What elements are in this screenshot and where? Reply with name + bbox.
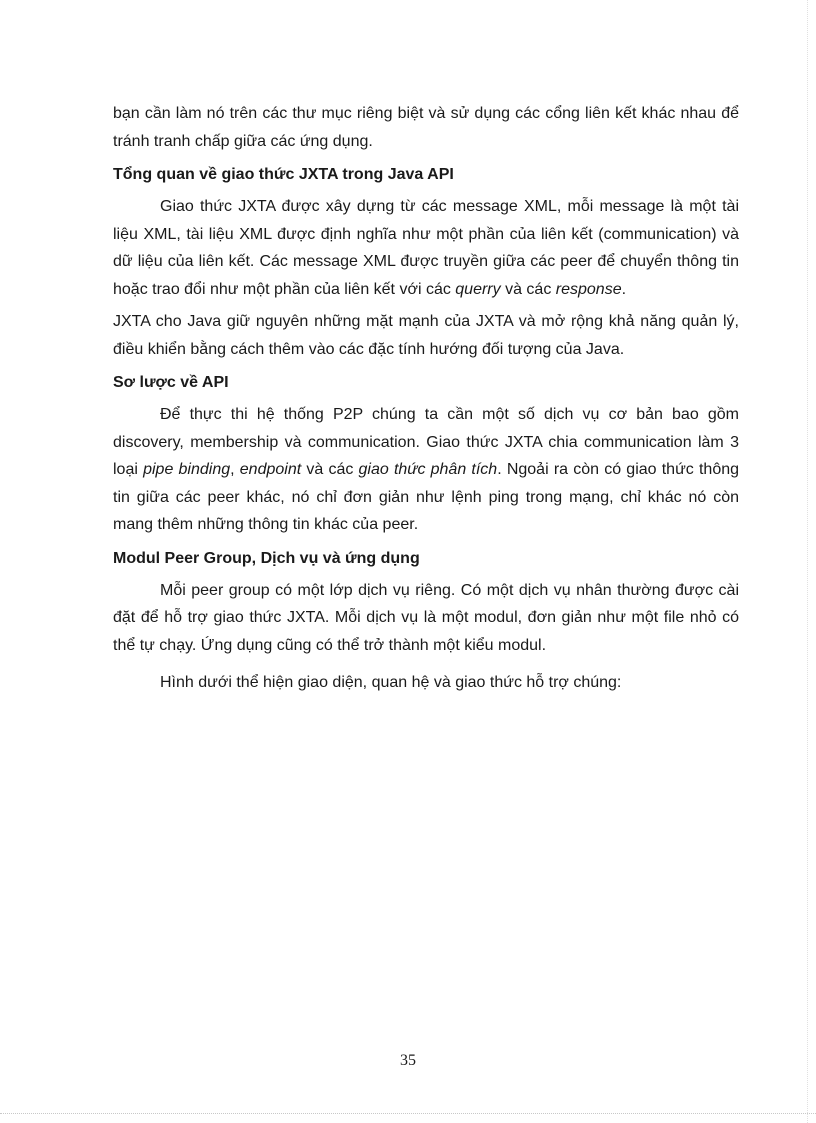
- text-run: và các: [301, 461, 359, 478]
- emphasis-endpoint: endpoint: [239, 461, 302, 478]
- emphasis-pipe-binding: pipe binding: [143, 461, 231, 478]
- text-run: Giao thức JXTA được xây dựng từ các message XML, mỗi message là một tài liệu XML, tài liệu XML được định nghĩa như một phần của liên kết (communication) và dữ liệu của liên kết. Các message XML được truyền giữa các peer để chuyển thông tin hoặc trao đổi như một phần của liên kết với các: [113, 198, 739, 298]
- text-run: .: [621, 280, 627, 298]
- text-run: và các: [500, 280, 556, 298]
- section-heading-modul-peer-group: Modul Peer Group, Dịch vụ và ứng dụng: [113, 549, 420, 567]
- section-modul-paragraph-1: Mỗi peer group có một lớp dịch vụ riêng. Có một dịch vụ nhân thường được cài đặt để hỗ trợ giao thức JXTA. Mỗi dịch vụ là một modul, đơn giản như một file nhỏ có thể tự chạy. Ứng dụng cũng có thể trở thành một kiểu modul.: [113, 581, 739, 654]
- page-number: 35: [400, 1052, 416, 1069]
- section-heading-api-overview: Sơ lược về API: [113, 374, 229, 391]
- emphasis-response: response: [555, 280, 622, 298]
- emphasis-querry: querry: [455, 280, 501, 298]
- section-jxta-paragraph-1: [113, 193, 739, 303]
- text-run: ,: [230, 461, 240, 478]
- emphasis-protocol-analysis: giao thức phân tích: [358, 461, 498, 478]
- document-body: [113, 100, 739, 697]
- intro-paragraph: bạn cần làm nó trên các thư mục riêng biệt và sử dụng các cổng liên kết khác nhau để tránh tranh chấp giữa các ứng dụng.: [113, 105, 739, 150]
- section-modul-paragraph-2: Hình dưới thể hiện giao diện, quan hệ và giao thức hỗ trợ chúng:: [160, 674, 622, 691]
- page-bottom-rule: [0, 1113, 816, 1114]
- section-api-paragraph-1: [113, 401, 739, 539]
- section-jxta-paragraph-2: JXTA cho Java giữ nguyên những mặt mạnh của JXTA và mở rộng khả năng quản lý, điều khiển bằng cách thêm vào các đặc tính hướng đối tượng của Java.: [113, 313, 739, 358]
- text-run: . Ngoải ra còn có giao thức thông tin giữa các peer khác, nó chỉ đơn giản như lệnh ping trong mạng, chỉ khác nó còn mang thêm những thông tin khác của peer.: [113, 461, 740, 533]
- page-edge-rule: [807, 0, 808, 1123]
- text-run: Để thực thi hệ thống P2P chúng ta cần một số dịch vụ cơ bản bao gồm discovery, membership và communication. Giao thức JXTA chia communication làm 3 loại: [113, 406, 739, 478]
- section-heading-jxta-java-api: Tổng quan về giao thức JXTA trong Java API: [113, 166, 454, 183]
